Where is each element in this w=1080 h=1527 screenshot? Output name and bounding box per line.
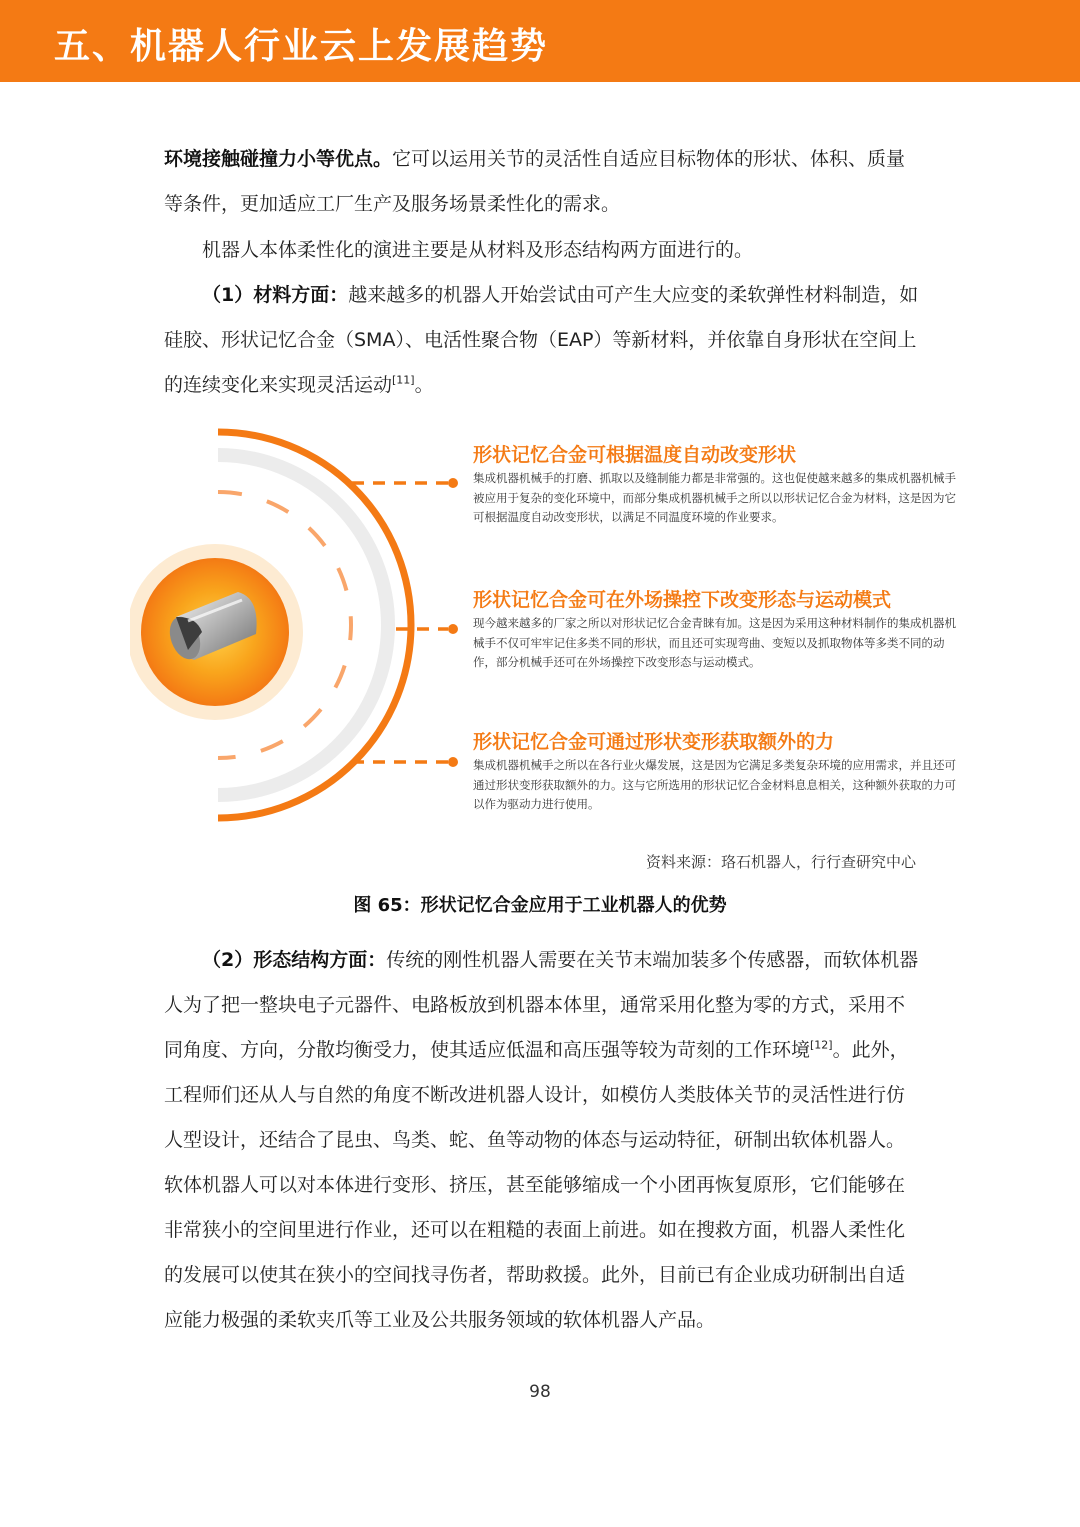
structure-paragraph <box>164 938 920 1343</box>
connector-dot-3 <box>448 757 458 767</box>
figure-item-body-3: 集成机器机械手之所以在各行业火爆发展，这是因为它满足多类复杂环境的应用需求，并且还可通过形状变形获取额外的力。这与它所选用的形状记忆合金材料息息相关，这种额外获取的力可以作为驱动力进行使用。 <box>473 758 956 811</box>
header-bar <box>0 0 1080 82</box>
material-bold: （1）材料方面： <box>202 284 349 306</box>
figure-item-heading-2: 形状记忆合金可在外场操控下改变形态与运动模式 <box>473 589 892 611</box>
structure-text-1: 传统的刚性机器人需要在关节末端加装多个传感器，而软体机器人为了把一整块电子元器件、电路板放到机器本体里，通常采用化整为零的方式，采用不同角度、方向，分散均衡受力，使其适应低温和高压强等较为苛刻的工作环境 <box>164 949 919 1061</box>
material-paragraph <box>164 273 920 408</box>
intro-paragraph <box>164 137 920 227</box>
figure-item-heading-3: 形状记忆合金可通过形状变形获取额外的力 <box>473 731 835 753</box>
figure-caption: 图 65：形状记忆合金应用于工业机器人的优势 <box>353 895 727 916</box>
figure-item-heading-1: 形状记忆合金可根据温度自动改变形状 <box>473 444 797 466</box>
figure-source: 资料来源：珞石机器人，行行查研究中心 <box>645 853 916 871</box>
intro-text: 它可以运用关节的灵活性自适应目标物体的形状、体积、质量等条件，更加适应工厂生产及服务场景柔性化的需求。 <box>164 148 906 215</box>
connector-dot-2 <box>448 624 458 634</box>
section-title: 五、机器人行业云上发展趋势 <box>54 26 549 67</box>
structure-text-2: 。此外，工程师们还从人与自然的角度不断改进机器人设计，如模仿人类肢体关节的灵活性进行仿人型设计，还结合了昆虫、鸟类、蛇、鱼等动物的体态与运动特征，研制出软体机器人。软体机器人可以对本体进行变形、挤压，甚至能够缩成一个小团再恢复原形，它们能够在非常狭小的空间里进行作业，还可以在粗糙的表面上前进。如在搜救方面，机器人柔性化的发展可以使其在狭小的空间找寻伤者，帮助救援。此外，目前已有企业成功研制出自适应能力极强的柔软夹爪等工业及公共服务领域的软体机器人产品。 <box>164 1039 909 1331</box>
structure-bold: （2）形态结构方面： <box>202 949 387 971</box>
material-end: 。 <box>414 374 434 396</box>
material-ref: [11] <box>392 373 415 387</box>
structure-ref: [12] <box>810 1038 833 1052</box>
material-text: 越来越多的机器人开始尝试由可产生大应变的柔软弹性材料制造，如硅胶、形状记忆合金（SMA）、电活性聚合物（EAP）等新材料，并依靠自身形状在空间上的连续变化来实现灵活运动 <box>164 284 919 396</box>
figure-item-body-2: 现今越来越多的厂家之所以对形状记忆合金青睐有加。这是因为采用这种材料制作的集成机器机械手不仅可牢牢记住多类不同的形状，而且还可实现弯曲、变短以及抓取物体等多类不同的动作，部分机械手还可在外场操控下改变形态与运动模式。 <box>473 616 956 669</box>
page-number: 98 <box>529 1382 551 1402</box>
shape-memory-figure <box>130 420 970 830</box>
figure-item-body-1: 集成机器机械手的打磨、抓取以及缝制能力都是非常强的。这也促使越来越多的集成机器机械手被应用于复杂的变化环境中，而部分集成机器机械手之所以以形状记忆合金为材料，这是因为它可根据温度自动改变形状，以满足不同温度环境的作业要求。 <box>473 471 956 524</box>
evolution-paragraph: 机器人本体柔性化的演进主要是从材料及形态结构两方面进行的。 <box>202 239 754 261</box>
connector-dot-1 <box>448 478 458 488</box>
intro-bold: 环境接触碰撞力小等优点。 <box>164 148 393 170</box>
